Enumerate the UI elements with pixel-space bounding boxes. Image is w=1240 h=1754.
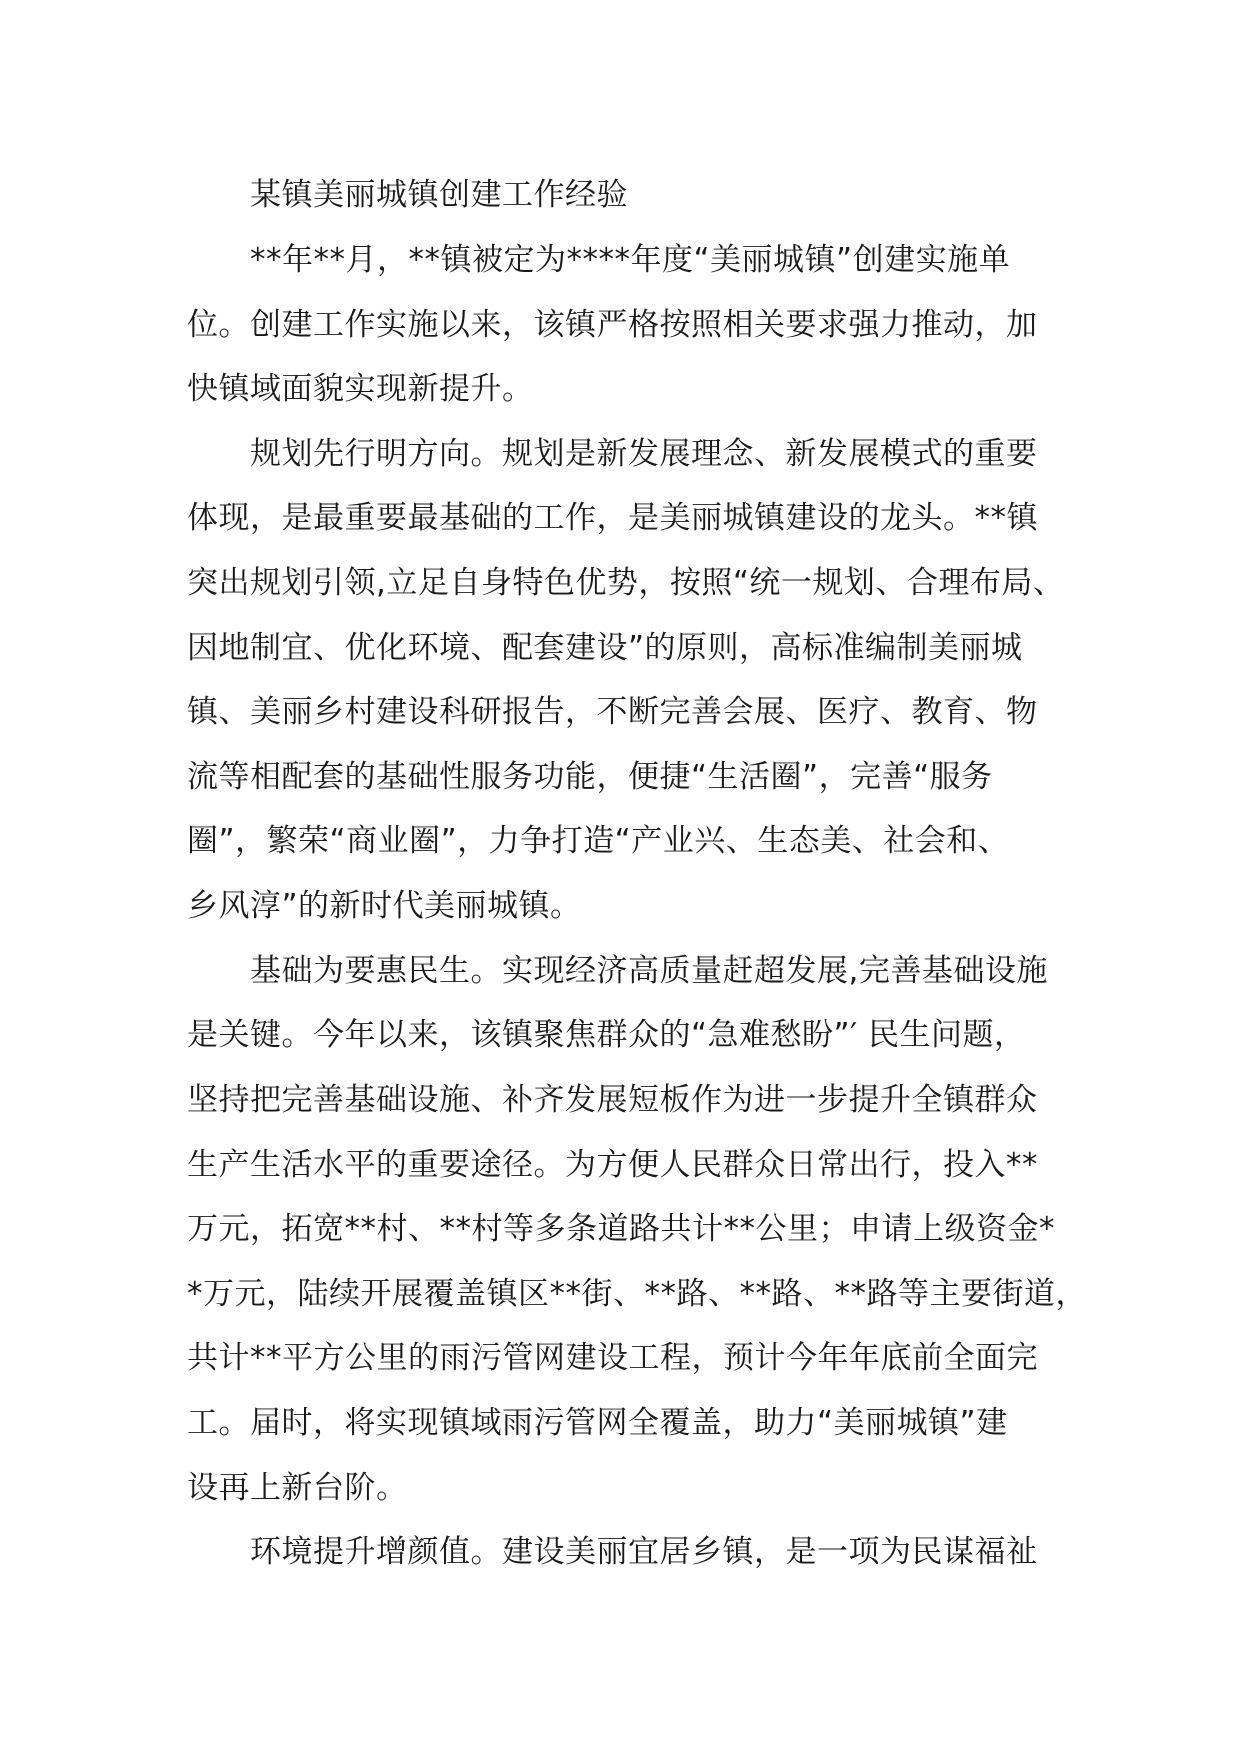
text-line: 位。创建工作实施以来，该镇严格按照相关要求强力推动，加 (187, 307, 1038, 343)
text-line: 规划先行明方向。规划是新发展理念、新发展模式的重要 (250, 436, 1038, 472)
text-line: *万元，陆续开展覆盖镇区**街、**路、**路、**路等主要街道， (187, 1276, 1087, 1312)
text-line: 基础为要惠民生。实现经济高质量赶超发展,完善基础设施 (250, 953, 1048, 989)
text-line: **年**月，**镇被定为****年度“美丽城镇”创建实施单 (250, 242, 1011, 278)
text-line: 突出规划引领,立足自身特色优势，按照“统一规划、合理布局、 (187, 565, 1065, 601)
text-line: 设再上新台阶。 (187, 1470, 408, 1506)
document-title: 某镇美丽城镇创建工作经验 (250, 177, 628, 213)
text-line: 共计**平方公里的雨污管网建设工程，预计今年年底前全面完 (187, 1340, 1038, 1376)
text-line: 生产生活水平的重要途径。为方便人民群众日常出行，投入** (187, 1147, 1038, 1183)
text-line: 乡风淳”的新时代美丽城镇。 (187, 888, 582, 924)
text-line: 是关键。今年以来，该镇聚焦群众的“急难愁盼”′ 民生问题， (187, 1017, 1026, 1053)
text-line: 快镇域面貌实现新提升。 (187, 371, 534, 407)
text-line: 工。届时，将实现镇域雨污管网全覆盖，助力“美丽城镇”建 (187, 1405, 1008, 1441)
text-line: 因地制宜、优化环境、配套建设”的原则，高标准编制美丽城 (187, 630, 1023, 666)
text-line: 环境提升增颜值。建设美丽宜居乡镇，是一项为民谋福祉 (250, 1534, 1038, 1570)
text-line: 坚持把完善基础设施、补齐发展短板作为进一步提升全镇群众 (187, 1082, 1038, 1118)
text-line: 万元，拓宽**村、**村等多条道路共计**公里；申请上级资金* (187, 1211, 1055, 1247)
text-line: 镇、美丽乡村建设科研报告，不断完善会展、医疗、教育、物 (187, 694, 1038, 730)
text-line: 体现，是最重要最基础的工作，是美丽城镇建设的龙头。**镇 (187, 500, 1038, 536)
text-line: 圈”，繁荣“商业圈”，力争打造“产业兴、生态美、社会和、 (187, 823, 1010, 859)
text-line: 流等相配套的基础性服务功能，便捷“生活圈”，完善“服务 (187, 759, 993, 795)
